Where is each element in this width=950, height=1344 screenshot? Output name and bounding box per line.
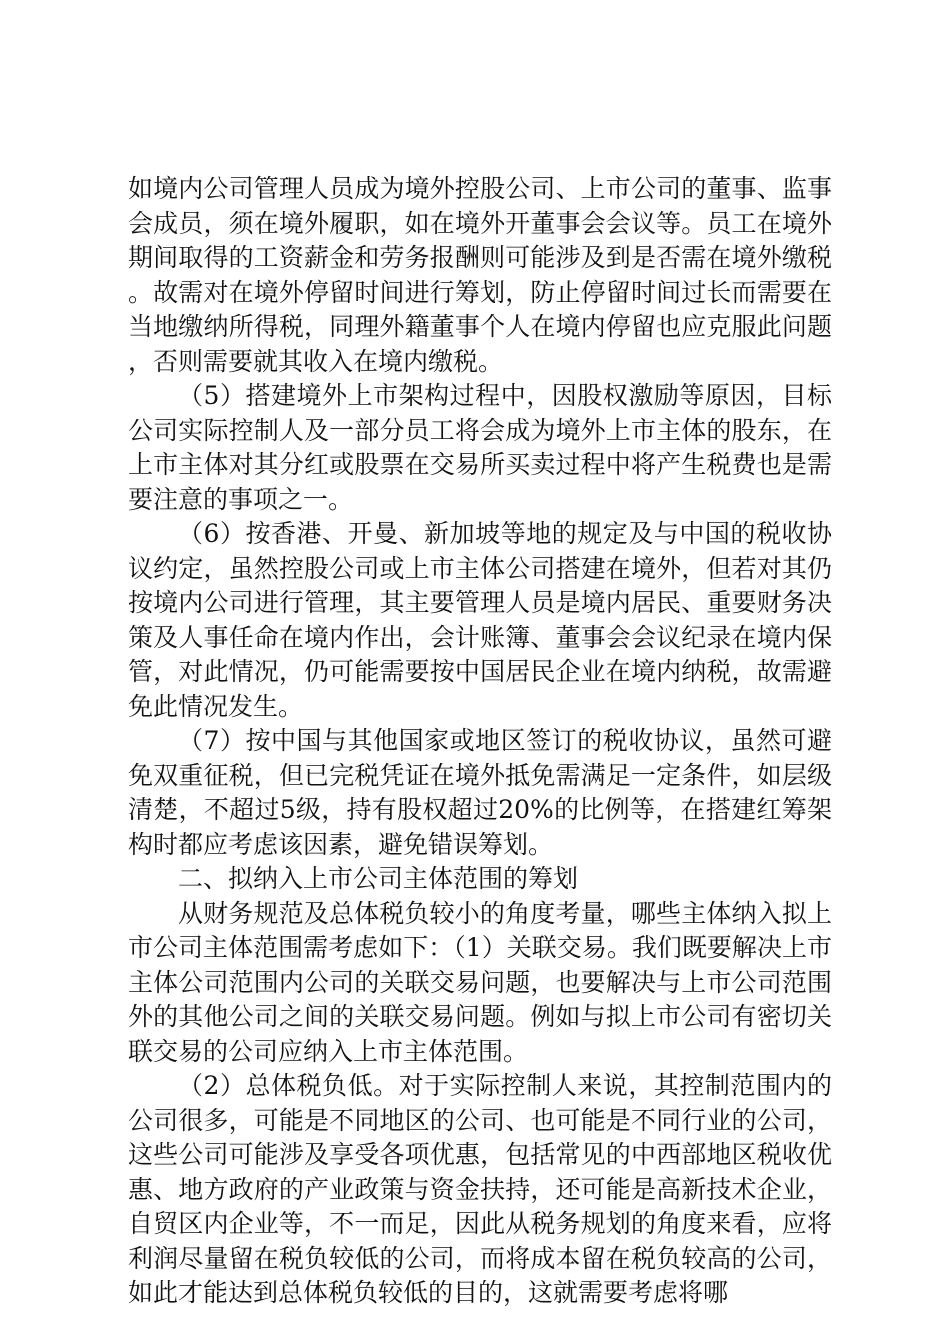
paragraph-item-2: （2）总体税负低。对于实际控制人来说，其控制范围内的公司很多，可能是不同地区的公司、也可能是不同行业的公司，这些公司可能涉及享受各项优惠，包括常见的中西部地区税收优惠、地方政府的产业政策与资金扶持，还可能是高新技术企业，自贸区内企业等，不一而足，因此从税务规划的角度来看，应将利润尽量留在税负较低的公司，而将成本留在税负较高的公司，如此才能达到总体税负较低的目的，这就需要考虑将哪	[128, 1071, 832, 1307]
paragraph-continuation: 如境内公司管理人员成为境外控股公司、上市公司的董事、监事会成员，须在境外履职，如在境外开董事会会议等。员工在境外期间取得的工资薪金和劳务报酬则可能涉及到是否需在境外缴税。故需对在境外停留时间进行筹划，防止停留时间过长而需要在当地缴纳所得税，同理外籍董事个人在境内停留也应克服此问题，否则需要就其收入在境内缴税。	[128, 174, 832, 376]
paragraph-item-5: （5）搭建境外上市架构过程中，因股权激励等原因，目标公司实际控制人及一部分员工将会成为境外上市主体的股东，在上市主体对其分红或股票在交易所买卖过程中将产生税费也是需要注意的事项之一。	[128, 381, 832, 514]
paragraph-item-7: （7）按中国与其他国家或地区签订的税收协议，虽然可避免双重征税，但已完税凭证在境外抵免需满足一定条件，如层级清楚，不超过5级，持有股权超过20%的比例等，在搭建红筹架构时都应考虑该因素，避免错误筹划。	[128, 726, 832, 859]
paragraph-section-intro: 从财务规范及总体税负较小的角度考量，哪些主体纳入拟上市公司主体范围需考虑如下：（1）关联交易。我们既要解决上市主体公司范围内公司的关联交易问题，也要解决与上市公司范围外的其他公司之间的关联交易问题。例如与拟上市公司有密切关联交易的公司应纳入上市主体范围。	[128, 898, 832, 1066]
section-heading: 二、拟纳入上市公司主体范围的筹划	[178, 864, 579, 893]
paragraph-item-6: （6）按香港、开曼、新加坡等地的规定及与中国的税收协议约定，虽然控股公司或上市主体公司搭建在境外，但若对其仍按境内公司进行管理，其主要管理人员是境内居民、重要财务决策及人事任命在境内作出，会计账簿、董事会会议纪录在境内保管，对此情况，仍可能需要按中国居民企业在境内纳税，故需避免此情况发生。	[128, 519, 832, 721]
document-body	[128, 172, 832, 1311]
